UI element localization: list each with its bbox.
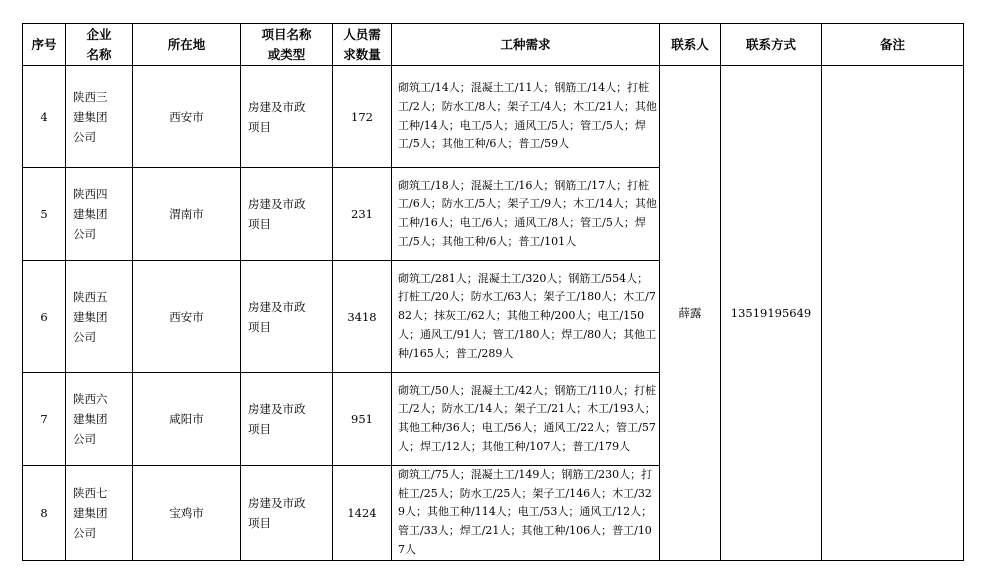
cell-count: 172: [333, 66, 392, 168]
cell-seq: 6: [23, 261, 66, 373]
header-company: 企业 名称: [66, 24, 133, 66]
cell-project: 房建及市政 项目: [241, 373, 333, 466]
cell-contact: 薛露: [660, 66, 721, 561]
cell-project: 房建及市政 项目: [241, 168, 333, 261]
cell-location: 咸阳市: [133, 373, 241, 466]
header-location: 所在地: [133, 24, 241, 66]
cell-project: 房建及市政 项目: [241, 66, 333, 168]
cell-phone: 13519195649: [721, 66, 822, 561]
cell-count: 1424: [333, 466, 392, 561]
cell-company: 陕西三 建集团 公司: [66, 66, 133, 168]
cell-count: 951: [333, 373, 392, 466]
cell-count: 231: [333, 168, 392, 261]
table-row: [23, 66, 964, 168]
header-row: [23, 24, 964, 66]
cell-trades: 砌筑工/18人；混凝土工/16人；钢筋工/17人；打桩工/6人；防水工/5人；架子工/9人；木工/14人；其他工种/16人；电工/6人；通风工/8人；管工/5人；焊工/5人；其他工种/6人；普工/101人: [392, 168, 660, 261]
cell-location: 渭南市: [133, 168, 241, 261]
cell-seq: 7: [23, 373, 66, 466]
header-phone: 联系方式: [721, 24, 822, 66]
header-count: 人员需 求数量: [333, 24, 392, 66]
cell-seq: 5: [23, 168, 66, 261]
cell-location: 宝鸡市: [133, 466, 241, 561]
header-remarks: 备注: [822, 24, 964, 66]
cell-project: 房建及市政 项目: [241, 261, 333, 373]
cell-seq: 8: [23, 466, 66, 561]
cell-company: 陕西七 建集团 公司: [66, 466, 133, 561]
header-trades: 工种需求: [392, 24, 660, 66]
cell-trades: 砌筑工/50人；混凝土工/42人；钢筋工/110人；打桩工/2人；防水工/14人；架子工/21人；木工/193人；其他工种/36人；电工/56人；通风工/22人；管工/57人；焊工/12人；其他工种/107人；普工/179人: [392, 373, 660, 466]
cell-remarks: [822, 66, 964, 561]
cell-trades: 砌筑工/75人；混凝土工/149人；钢筋工/230人；打桩工/25人；防水工/25人；架子工/146人；木工/329人；其他工种/114人；电工/53人；通风工/12人；管工/33人；焊工/21人；其他工种/106人；普工/107人: [392, 466, 660, 561]
cell-trades: 砌筑工/14人；混凝土工/11人；钢筋工/14人；打桩工/2人；防水工/8人；架子工/4人；木工/21人；其他工种/14人；电工/5人；通风工/5人；管工/5人；焊工/5人；其他工种/6人；普工/59人: [392, 66, 660, 168]
cell-seq: 4: [23, 66, 66, 168]
cell-trades: 砌筑工/281人；混凝土工/320人；钢筋工/554人；打桩工/20人；防水工/63人；架子工/180人；木工/782人；抹灰工/62人；其他工种/200人；电工/150人；通风工/91人；管工/180人；焊工/80人；其他工种/165人；普工/289人: [392, 261, 660, 373]
cell-count: 3418: [333, 261, 392, 373]
cell-company: 陕西五 建集团 公司: [66, 261, 133, 373]
header-project: 项目名称 或类型: [241, 24, 333, 66]
recruitment-table: [22, 23, 964, 561]
cell-project: 房建及市政 项目: [241, 466, 333, 561]
cell-location: 西安市: [133, 66, 241, 168]
header-seq: 序号: [23, 24, 66, 66]
header-contact: 联系人: [660, 24, 721, 66]
cell-company: 陕西六 建集团 公司: [66, 373, 133, 466]
cell-company: 陕西四 建集团 公司: [66, 168, 133, 261]
cell-location: 西安市: [133, 261, 241, 373]
